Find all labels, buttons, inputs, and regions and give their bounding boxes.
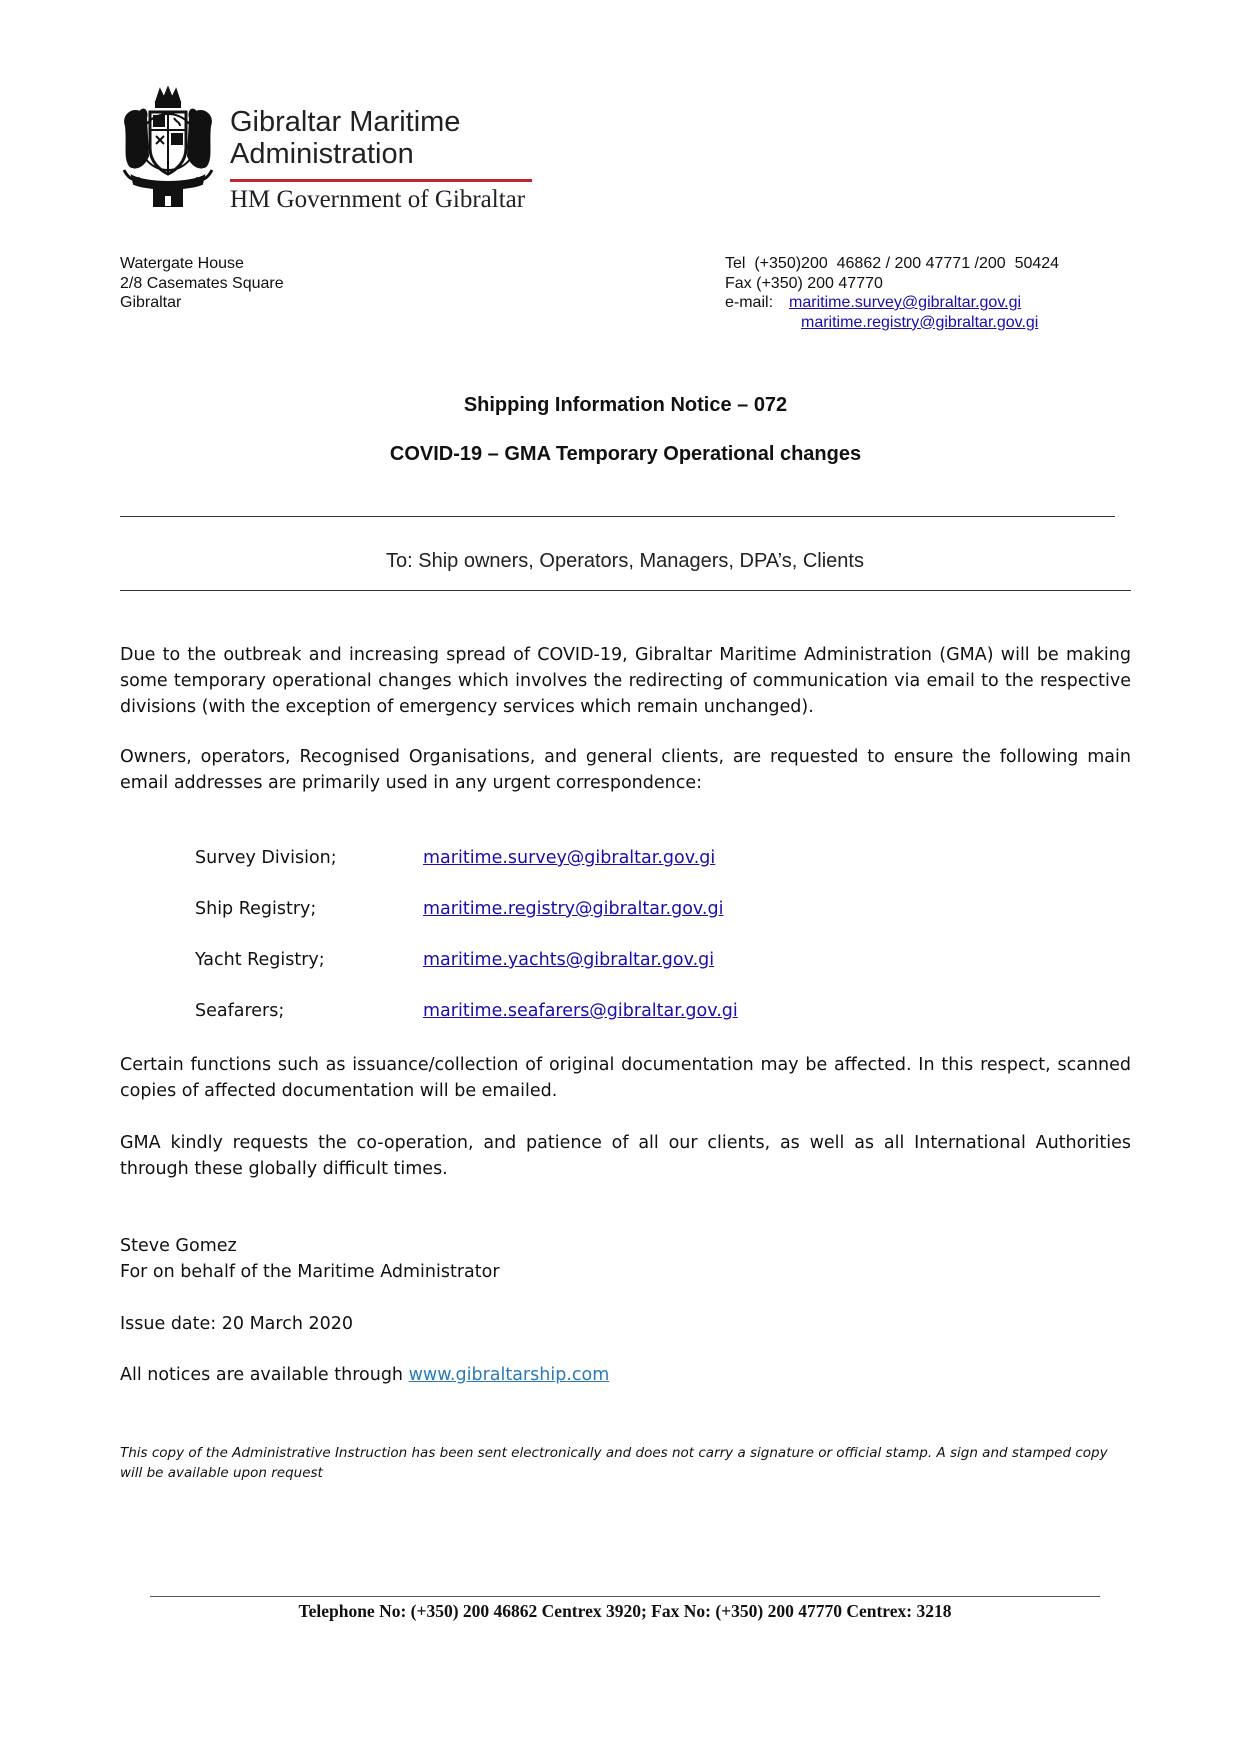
division-label: Survey Division;: [195, 848, 337, 868]
footer-contact: Telephone No: (+350) 200 46862 Centrex 3920; Fax No: (+350) 200 47770 Centrex: 3218: [298, 1601, 952, 1621]
division-email-link[interactable]: maritime.registry@gibraltar.gov.gi: [423, 899, 724, 919]
fax-line: Fax (+350) 200 47770: [725, 274, 883, 292]
division-email-link[interactable]: maritime.yachts@gibraltar.gov.gi: [423, 950, 715, 970]
org-government-line: HM Government of Gibraltar: [230, 186, 526, 213]
recipients-line: To: Ship owners, Operators, Managers, DPA’s, Clients: [386, 550, 864, 572]
paragraph-cooperation: GMA kindly requests the co-operation, and patience of all our clients, as well as all International Authorities through these globally difficult times.: [120, 1133, 1131, 1179]
division-label: Yacht Registry;: [195, 950, 325, 970]
org-name-line2: Administration: [230, 138, 414, 170]
division-label: Ship Registry;: [195, 899, 317, 919]
notice-subtitle: COVID-19 – GMA Temporary Operational changes: [389, 443, 862, 465]
notice-title: Shipping Information Notice – 072: [463, 394, 788, 416]
address-line-1: Watergate House: [120, 255, 244, 272]
header-red-rule: [230, 179, 532, 182]
footer-divider: [150, 1596, 1100, 1597]
notices-prefix: All notices are available through: [120, 1365, 409, 1385]
survey-email-link[interactable]: maritime.survey@gibraltar.gov.gi: [789, 294, 1022, 311]
signatory-role: For on behalf of the Maritime Administrator: [120, 1262, 500, 1282]
division-email-link[interactable]: maritime.survey@gibraltar.gov.gi: [423, 848, 716, 868]
email-label: e-mail:: [725, 294, 774, 311]
notices-line: [120, 1362, 609, 1388]
telephone-line: Tel (+350)200 46862 / 200 47771 /200 50424: [725, 255, 1060, 272]
division-label: Seafarers;: [195, 1001, 285, 1021]
website-link[interactable]: www.gibraltarship.com: [408, 1365, 610, 1385]
paragraph-owners: Owners, operators, Recognised Organisations, and general clients, are requested to ensure the following main email addresses are primarily used in any urgent correspondence:: [120, 747, 1131, 793]
disclaimer-text: This copy of the Administrative Instruction has been sent electronically and does not carry a signature or official stamp. A sign and stamped copy will be available upon request: [120, 1445, 1108, 1481]
address-line-2: 2/8 Casemates Square: [120, 274, 284, 292]
gibraltar-crest-logo: [118, 86, 218, 214]
org-name-line1: Gibraltar Maritime: [230, 106, 461, 138]
issue-date: Issue date: 20 March 2020: [120, 1314, 354, 1334]
email-line: [725, 293, 1059, 313]
division-email-link[interactable]: maritime.seafarers@gibraltar.gov.gi: [423, 1001, 738, 1021]
contact-block: [725, 254, 1059, 332]
postal-address: [120, 254, 284, 313]
signatory-name: Steve Gomez: [120, 1236, 237, 1256]
registry-email-link[interactable]: maritime.registry@gibraltar.gov.gi: [801, 313, 1039, 331]
address-line-3: Gibraltar: [120, 294, 182, 311]
divider-top: [120, 516, 1115, 517]
paragraph-functions: Certain functions such as issuance/collection of original documentation may be affected. In this respect, scanned copies of affected documentation will be emailed.: [120, 1055, 1131, 1101]
divider-bottom: [120, 590, 1131, 591]
paragraph-outbreak: Due to the outbreak and increasing spread of COVID-19, Gibraltar Maritime Administration (GMA) will be making some temporary operational changes which involves the redirecting of communication via email to the respective divisions (with the exception of emergency services which remain unchanged).: [120, 645, 1131, 717]
